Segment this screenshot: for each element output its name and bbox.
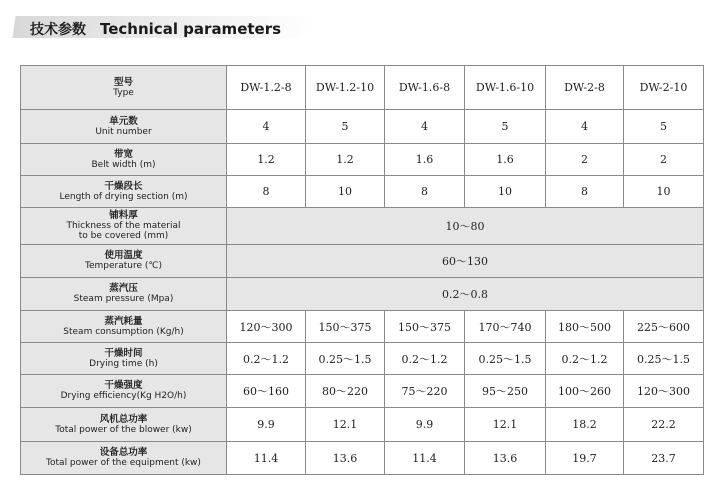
value-cell: 150～375 [306, 311, 385, 343]
table-row [21, 245, 704, 278]
value-cell: 120～300 [624, 375, 704, 408]
value-cell: 0.25～1.5 [306, 343, 385, 375]
model-cell: DW-1.6-8 [385, 66, 465, 110]
table-row [21, 343, 704, 375]
row-label-zh: 铺料厚 [109, 210, 138, 221]
row-label-zh: 干燥段长 [104, 180, 143, 192]
value-cell: 180～500 [546, 311, 624, 343]
value-cell: 13.6 [465, 442, 546, 475]
value-cell: 8 [227, 176, 306, 208]
row-label [21, 278, 227, 311]
value-cell: 2 [624, 144, 704, 176]
value-cell: 1.6 [385, 144, 465, 176]
section-title-en: Technical parameters [100, 20, 282, 38]
table-row [21, 110, 704, 144]
table-row [21, 144, 704, 176]
value-cell: 120～300 [227, 311, 306, 343]
row-label-en: Length of drying section (m) [59, 191, 188, 202]
row-label [21, 311, 227, 343]
value-cell: 4 [385, 110, 465, 144]
section-header [0, 8, 728, 48]
value-cell: 1.6 [465, 144, 546, 176]
value-cell: 5 [624, 110, 704, 144]
row-label-zh: 单元数 [109, 115, 138, 127]
value-cell: 80～220 [306, 375, 385, 408]
table-row-type [21, 66, 704, 110]
row-label-zh: 干燥时间 [104, 347, 143, 359]
value-cell: 19.7 [546, 442, 624, 475]
row-label [21, 375, 227, 408]
table-row [21, 442, 704, 475]
value-cell: 2 [546, 144, 624, 176]
row-label [21, 66, 227, 110]
value-cell: 11.4 [385, 442, 465, 475]
merged-value-cell: 10～80 [227, 208, 704, 245]
value-cell: 5 [465, 110, 546, 144]
value-cell: 5 [306, 110, 385, 144]
value-cell: 0.2～1.2 [385, 343, 465, 375]
row-label-en: Belt width (m) [91, 159, 156, 170]
merged-value-cell: 60～130 [227, 245, 704, 278]
value-cell: 10 [624, 176, 704, 208]
value-cell: 150～375 [385, 311, 465, 343]
value-cell: 22.2 [624, 408, 704, 442]
value-cell: 0.25～1.5 [465, 343, 546, 375]
row-label-zh: 型号 [113, 76, 133, 88]
model-cell: DW-2-8 [546, 66, 624, 110]
value-cell: 1.2 [227, 144, 306, 176]
value-cell: 4 [546, 110, 624, 144]
row-label-en: Temperature (℃) [84, 261, 162, 271]
row-label-en: Drying time (h) [89, 358, 158, 369]
model-cell: DW-1.2-10 [306, 66, 385, 110]
value-cell: 10 [465, 176, 546, 208]
row-label [21, 245, 227, 278]
table-row [21, 375, 704, 408]
row-label-en: Drying efficiency(Kg H2O/h) [60, 391, 187, 401]
value-cell: 4 [227, 110, 306, 144]
row-label [21, 176, 227, 208]
value-cell: 18.2 [546, 408, 624, 442]
value-cell: 11.4 [227, 442, 306, 475]
row-label-en: Total power of the equipment (kw) [46, 458, 201, 468]
value-cell: 100～260 [546, 375, 624, 408]
table-row [21, 278, 704, 311]
value-cell: 13.6 [306, 442, 385, 475]
row-label [21, 408, 227, 442]
row-label [21, 110, 227, 144]
model-cell: DW-1.2-8 [227, 66, 306, 110]
value-cell: 60～160 [227, 375, 306, 408]
technical-parameters-table [20, 65, 704, 475]
value-cell: 12.1 [465, 408, 546, 442]
row-label-zh: 使用温度 [104, 250, 143, 261]
value-cell: 23.7 [624, 442, 704, 475]
row-label-zh: 蒸汽耗量 [104, 315, 143, 327]
value-cell: 0.2～1.2 [546, 343, 624, 375]
row-label-en: Unit number [95, 126, 152, 137]
row-label-zh: 设备总功率 [99, 447, 148, 458]
section-title-zh: 技术参数 [30, 22, 86, 38]
row-label [21, 442, 227, 475]
value-cell: 12.1 [306, 408, 385, 442]
value-cell: 10 [306, 176, 385, 208]
row-label-en: Type [113, 87, 134, 98]
table-row [21, 208, 704, 245]
row-label [21, 144, 227, 176]
row-label-en: Thickness of the material [66, 221, 181, 231]
value-cell: 95～250 [465, 375, 546, 408]
model-cell: DW-2-10 [624, 66, 704, 110]
row-label-zh: 带宽 [113, 148, 133, 160]
table-row [21, 311, 704, 343]
table-row [21, 176, 704, 208]
row-label-en: Total power of the blower (kw) [55, 424, 192, 435]
value-cell: 8 [546, 176, 624, 208]
value-cell: 170～740 [465, 311, 546, 343]
value-cell: 9.9 [227, 408, 306, 442]
value-cell: 9.9 [385, 408, 465, 442]
row-label-en: Steam consumption (Kg/h) [63, 326, 184, 337]
table-row [21, 408, 704, 442]
model-cell: DW-1.6-10 [465, 66, 546, 110]
row-label-en: Steam pressure (Mpa) [73, 294, 174, 304]
value-cell: 0.25～1.5 [624, 343, 704, 375]
value-cell: 225～600 [624, 311, 704, 343]
value-cell: 75～220 [385, 375, 465, 408]
value-cell: 1.2 [306, 144, 385, 176]
row-label-zh: 风机总功率 [99, 413, 148, 425]
row-label [21, 208, 227, 245]
row-label-zh: 蒸汽压 [109, 283, 138, 294]
merged-value-cell: 0.2～0.8 [227, 278, 704, 311]
section-title [30, 19, 281, 39]
row-label-zh: 干燥强度 [104, 380, 143, 391]
row-label-en-line2: to be covered (mm) [78, 231, 169, 241]
value-cell: 0.2～1.2 [227, 343, 306, 375]
row-label [21, 343, 227, 375]
value-cell: 8 [385, 176, 465, 208]
